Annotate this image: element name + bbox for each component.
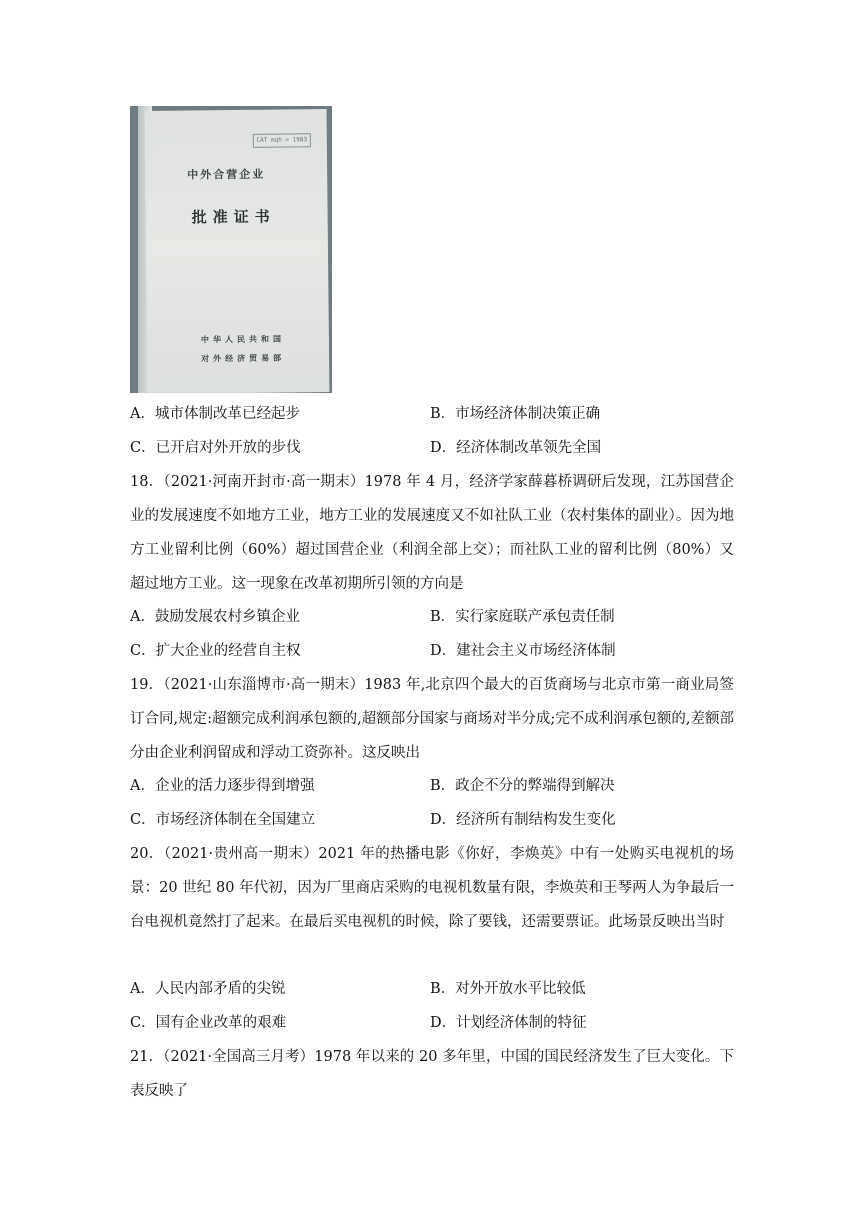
q18-stem: 18．（2021·河南开封市·高一期末）1978 年 4 月，经济学家薛暮桥调研后发现，江苏国营企业的发展速度不如地方工业，地方工业的发展速度又不如社队工业（农村集体的副业）。因为地方工业留利比例（60%）超过国营企业（利润全部上交）；而社队工业的留利比例（80%）又超过地方工业。这一现象在改革初期所引领的方向是 <box>130 474 734 592</box>
q19-option-d: D．经济所有制结构发生变化 <box>430 812 616 828</box>
q21-stem: 21．（2021·全国高三月考）1978 年以来的 20 多年里，中国的国民经济发生了巨大变化。下表反映了 <box>130 1049 734 1099</box>
q19-option-b: B．政企不分的弊端得到解决 <box>430 778 615 794</box>
q20-stem: 20．（2021·贵州高一期末）2021 年的热播电影《你好，李焕英》中有一处购买电视机的场景：20 世纪 80 年代初，因为厂里商店采购的电视机数量有限，李焕英和王琴两人为争最后一台电视机竟然打了起来。在最后买电视机的时候，除了要钱，还需要票证。此场景反映出当时 <box>130 846 734 930</box>
q19-stem: 19．（2021·山东淄博市·高一期末）1983 年,北京四个最大的百货商场与北京市第一商业局签订合同,规定:超额完成利润承包额的,超额部分国家与商场对半分成;完不成利润承包额的,差额部分由企业利润留成和浮动工资弥补。这反映出 <box>130 677 734 761</box>
q19-option-a: A．企业的活力逐步得到增强 <box>130 778 315 794</box>
certificate-footer-line2: 对外经济贸易部 <box>201 353 286 364</box>
q17-option-d: D．经济体制改革领先全国 <box>430 440 602 456</box>
q18-option-b: B．实行家庭联产承包责任制 <box>430 609 615 625</box>
q17-option-b: B．市场经济体制决策正确 <box>430 406 601 422</box>
certificate-title-line1: 中外合营企业 <box>187 167 266 182</box>
certificate-footer-line1: 中华人民共和国 <box>200 334 285 345</box>
approval-certificate-photo <box>130 106 332 393</box>
q18-option-c: C．扩大企业的经营自主权 <box>130 643 301 659</box>
q20-option-c: C．国有企业改革的艰难 <box>130 1015 287 1031</box>
certificate-paper <box>145 109 330 393</box>
q20-option-a: A．人民内部矛盾的尖锐 <box>130 981 286 997</box>
q18-option-d: D．建社会主义市场经济体制 <box>430 643 616 659</box>
q18-option-a: A．鼓励发展农村乡镇企业 <box>130 609 300 625</box>
certificate-title-line2: 批准证书 <box>191 207 276 227</box>
q19-option-c: C．市场经济体制在全国建立 <box>130 812 316 828</box>
q20-option-d: D．计划经济体制的特征 <box>430 1015 587 1031</box>
certificate-stamp: CAT mqh = 1983 <box>253 133 311 148</box>
q20-option-b: B．对外开放水平比较低 <box>430 981 586 997</box>
q17-option-a: A．城市体制改革已经起步 <box>130 406 300 422</box>
q17-option-c: C．已开启对外开放的步伐 <box>130 440 301 456</box>
